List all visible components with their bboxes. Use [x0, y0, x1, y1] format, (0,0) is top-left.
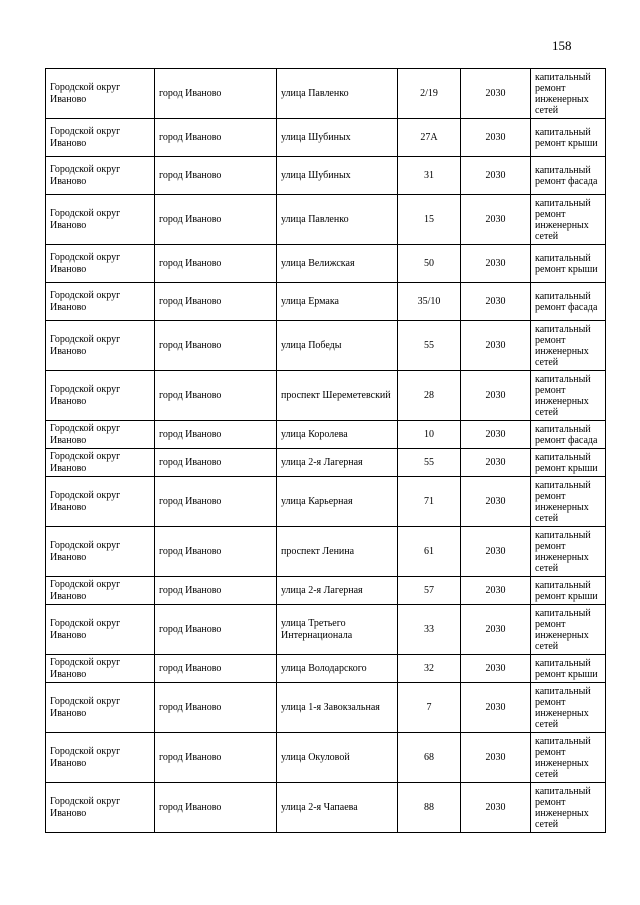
- city-cell: город Иваново: [155, 157, 277, 195]
- year-cell: 2030: [461, 683, 531, 733]
- table-row: [46, 683, 606, 733]
- street-cell: улица Велижская: [277, 245, 398, 283]
- work-type-cell: капитальный ремонт инженерных сетей: [531, 605, 606, 655]
- table-row: [46, 245, 606, 283]
- work-type-cell: капитальный ремонт инженерных сетей: [531, 321, 606, 371]
- house-number-cell: 33: [398, 605, 461, 655]
- table-row: [46, 605, 606, 655]
- house-number-cell: 50: [398, 245, 461, 283]
- house-number-cell: 32: [398, 655, 461, 683]
- street-cell: улица Третьего Интернационала: [277, 605, 398, 655]
- street-cell: улица Павленко: [277, 69, 398, 119]
- table-row: [46, 577, 606, 605]
- street-cell: улица 1-я Завокзальная: [277, 683, 398, 733]
- city-cell: город Иваново: [155, 449, 277, 477]
- year-cell: 2030: [461, 733, 531, 783]
- work-type-cell: капитальный ремонт инженерных сетей: [531, 527, 606, 577]
- year-cell: 2030: [461, 195, 531, 245]
- city-cell: город Иваново: [155, 245, 277, 283]
- municipality-cell: Городской округ Иваново: [46, 371, 155, 421]
- city-cell: город Иваново: [155, 577, 277, 605]
- city-cell: город Иваново: [155, 195, 277, 245]
- city-cell: город Иваново: [155, 605, 277, 655]
- table-row: [46, 783, 606, 833]
- year-cell: 2030: [461, 783, 531, 833]
- street-cell: улица Шубиных: [277, 119, 398, 157]
- work-type-cell: капитальный ремонт инженерных сетей: [531, 683, 606, 733]
- table-row: [46, 733, 606, 783]
- year-cell: 2030: [461, 655, 531, 683]
- municipality-cell: Городской округ Иваново: [46, 119, 155, 157]
- city-cell: город Иваново: [155, 119, 277, 157]
- municipality-cell: Городской округ Иваново: [46, 683, 155, 733]
- house-number-cell: 68: [398, 733, 461, 783]
- table-row: [46, 69, 606, 119]
- municipality-cell: Городской округ Иваново: [46, 527, 155, 577]
- table-row: [46, 655, 606, 683]
- work-type-cell: капитальный ремонт крыши: [531, 119, 606, 157]
- street-cell: улица Карьерная: [277, 477, 398, 527]
- year-cell: 2030: [461, 69, 531, 119]
- work-type-cell: капитальный ремонт фасада: [531, 157, 606, 195]
- table-row: [46, 449, 606, 477]
- municipality-cell: Городской округ Иваново: [46, 421, 155, 449]
- house-number-cell: 88: [398, 783, 461, 833]
- work-type-cell: капитальный ремонт крыши: [531, 449, 606, 477]
- house-number-cell: 31: [398, 157, 461, 195]
- city-cell: город Иваново: [155, 321, 277, 371]
- table-row: [46, 283, 606, 321]
- house-number-cell: 55: [398, 449, 461, 477]
- work-type-cell: капитальный ремонт крыши: [531, 577, 606, 605]
- municipality-cell: Городской округ Иваново: [46, 245, 155, 283]
- municipality-cell: Городской округ Иваново: [46, 783, 155, 833]
- work-type-cell: капитальный ремонт крыши: [531, 655, 606, 683]
- work-type-cell: капитальный ремонт инженерных сетей: [531, 477, 606, 527]
- house-number-cell: 2/19: [398, 69, 461, 119]
- house-number-cell: 15: [398, 195, 461, 245]
- year-cell: 2030: [461, 605, 531, 655]
- year-cell: 2030: [461, 119, 531, 157]
- city-cell: город Иваново: [155, 733, 277, 783]
- table-row: [46, 527, 606, 577]
- municipality-cell: Городской округ Иваново: [46, 477, 155, 527]
- street-cell: улица Ермака: [277, 283, 398, 321]
- table-row: [46, 157, 606, 195]
- year-cell: 2030: [461, 527, 531, 577]
- table-row: [46, 421, 606, 449]
- city-cell: город Иваново: [155, 655, 277, 683]
- municipality-cell: Городской округ Иваново: [46, 605, 155, 655]
- year-cell: 2030: [461, 157, 531, 195]
- work-type-cell: капитальный ремонт фасада: [531, 421, 606, 449]
- work-type-cell: капитальный ремонт инженерных сетей: [531, 195, 606, 245]
- street-cell: улица Королева: [277, 421, 398, 449]
- table-body: [46, 69, 606, 833]
- year-cell: 2030: [461, 577, 531, 605]
- municipality-cell: Городской округ Иваново: [46, 283, 155, 321]
- house-number-cell: 71: [398, 477, 461, 527]
- city-cell: город Иваново: [155, 69, 277, 119]
- year-cell: 2030: [461, 371, 531, 421]
- street-cell: улица 2-я Лагерная: [277, 577, 398, 605]
- street-cell: улица Павленко: [277, 195, 398, 245]
- city-cell: город Иваново: [155, 371, 277, 421]
- street-cell: улица Шубиных: [277, 157, 398, 195]
- municipality-cell: Городской округ Иваново: [46, 655, 155, 683]
- work-type-cell: капитальный ремонт фасада: [531, 283, 606, 321]
- table-row: [46, 477, 606, 527]
- street-cell: улица Володарского: [277, 655, 398, 683]
- municipality-cell: Городской округ Иваново: [46, 449, 155, 477]
- table-row: [46, 321, 606, 371]
- year-cell: 2030: [461, 421, 531, 449]
- year-cell: 2030: [461, 321, 531, 371]
- house-number-cell: 10: [398, 421, 461, 449]
- city-cell: город Иваново: [155, 283, 277, 321]
- house-number-cell: 61: [398, 527, 461, 577]
- street-cell: проспект Шереметевский: [277, 371, 398, 421]
- city-cell: город Иваново: [155, 527, 277, 577]
- city-cell: город Иваново: [155, 421, 277, 449]
- street-cell: улица Окуловой: [277, 733, 398, 783]
- street-cell: улица 2-я Чапаева: [277, 783, 398, 833]
- house-number-cell: 55: [398, 321, 461, 371]
- municipality-cell: Городской округ Иваново: [46, 195, 155, 245]
- street-cell: проспект Ленина: [277, 527, 398, 577]
- year-cell: 2030: [461, 283, 531, 321]
- municipality-cell: Городской округ Иваново: [46, 577, 155, 605]
- work-type-cell: капитальный ремонт инженерных сетей: [531, 371, 606, 421]
- city-cell: город Иваново: [155, 477, 277, 527]
- city-cell: город Иваново: [155, 783, 277, 833]
- work-type-cell: капитальный ремонт инженерных сетей: [531, 733, 606, 783]
- work-type-cell: капитальный ремонт инженерных сетей: [531, 783, 606, 833]
- house-number-cell: 27А: [398, 119, 461, 157]
- table-row: [46, 195, 606, 245]
- year-cell: 2030: [461, 245, 531, 283]
- year-cell: 2030: [461, 477, 531, 527]
- work-type-cell: капитальный ремонт инженерных сетей: [531, 69, 606, 119]
- street-cell: улица 2-я Лагерная: [277, 449, 398, 477]
- municipality-cell: Городской округ Иваново: [46, 733, 155, 783]
- municipality-cell: Городской округ Иваново: [46, 157, 155, 195]
- municipality-cell: Городской округ Иваново: [46, 69, 155, 119]
- house-number-cell: 28: [398, 371, 461, 421]
- municipality-cell: Городской округ Иваново: [46, 321, 155, 371]
- repair-schedule-table: [45, 68, 606, 833]
- street-cell: улица Победы: [277, 321, 398, 371]
- page-number: 158: [552, 38, 572, 53]
- year-cell: 2030: [461, 449, 531, 477]
- table-row: [46, 119, 606, 157]
- work-type-cell: капитальный ремонт крыши: [531, 245, 606, 283]
- house-number-cell: 35/10: [398, 283, 461, 321]
- city-cell: город Иваново: [155, 683, 277, 733]
- table-row: [46, 371, 606, 421]
- house-number-cell: 7: [398, 683, 461, 733]
- house-number-cell: 57: [398, 577, 461, 605]
